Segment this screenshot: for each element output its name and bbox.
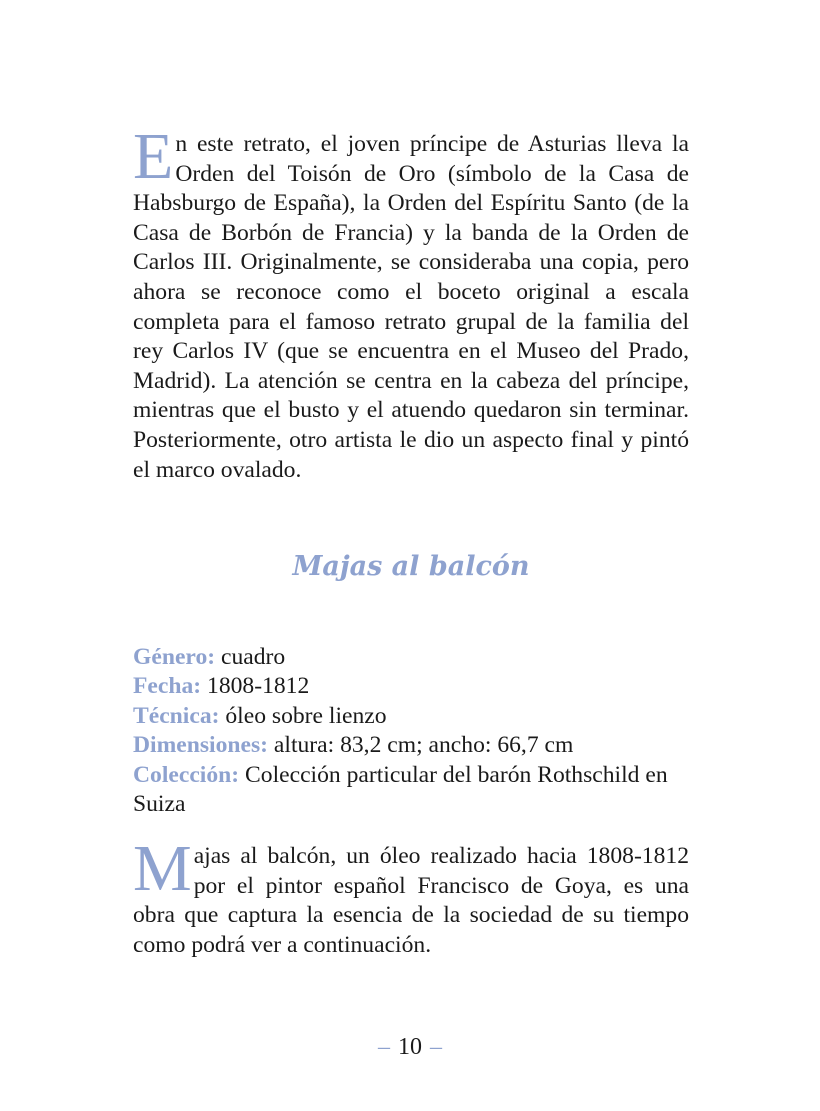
metadata-label: Género: [133,644,216,670]
intro-paragraph-text: n este retrato, el joven príncipe de Asturias lleva la Orden del Toisón de Oro (símbolo de la Casa de Habsburgo de España), la Orden del Espíritu Santo (de la Casa de Borbón de Francia) y la banda de la Orden de Carlos III. Originalmente, se consideraba una copia, pero ahora se reconoce como el boceto original a escala completa para el famoso retrato grupal de la familia del rey Carlos IV (que se encuentra en el Museo del Prado, Madrid). La atención se centra en la cabeza del príncipe, mientras que el busto y el atuendo quedaron sin terminar. Posteriormente, otro artista le dio un aspecto final y pintó el marco ovalado. [133,131,689,483]
metadata-technique [133,702,689,731]
page-body [133,120,689,958]
metadata-value: altura: 83,2 cm; ancho: 66,7 cm [268,732,574,759]
metadata-value: cuadro [215,644,286,670]
metadata-label: Dimensiones: [133,732,269,759]
section-title: Majas al balcón [292,551,530,582]
page-number: 10 [398,1034,422,1060]
metadata-label: Colección: [133,761,240,788]
page-footer [0,1032,820,1062]
footer-dash-left: – [378,1034,390,1060]
metadata-value: 1808-1812 [201,673,310,700]
footer-dash-right: – [430,1034,442,1060]
artwork-metadata [133,643,689,819]
metadata-genre [133,643,689,672]
second-paragraph [133,832,689,960]
metadata-date [133,672,689,701]
second-paragraph-text: ajas al balcón, un óleo realizado hacia 1808-1812 por el pintor español Francisco de Goya, es una obra que captura la esencia de la sociedad de su tiempo como podrá ver a continuación. [133,843,689,958]
metadata-value: óleo sobre lienzo [219,702,387,729]
metadata-dimensions [133,731,689,760]
metadata-value: Colección particular del barón Rothschild en Suiza [133,761,668,818]
intro-paragraph [133,120,689,485]
metadata-collection [133,761,689,820]
metadata-label: Fecha: [133,673,202,700]
dropcap-m: M [133,832,192,905]
dropcap-e: E [133,120,174,193]
metadata-label: Técnica: [133,702,220,729]
